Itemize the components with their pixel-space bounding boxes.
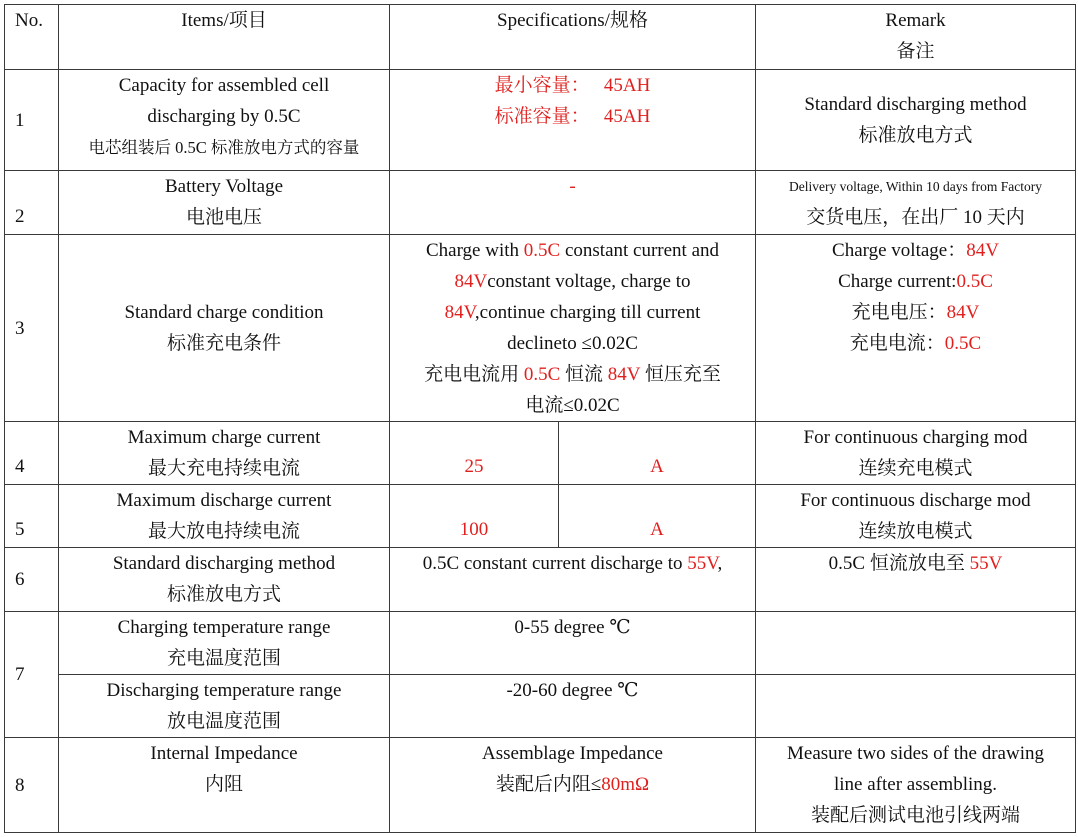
- spec-table: [4, 4, 1076, 833]
- item-cell: Standard charge condition 标准充电条件: [59, 235, 390, 422]
- spec-cell: -: [390, 171, 756, 235]
- item-cell: Standard discharging method 标准放电方式: [59, 548, 390, 612]
- remark-cell: For continuous charging mod 连续充电模式: [756, 422, 1076, 485]
- remark-cell: Charge voltage：84V Charge current:0.5C 充电电压：84V 充电电流：0.5C: [756, 235, 1076, 422]
- header-no: No.: [5, 5, 59, 70]
- spec-cell: Charge with 0.5C constant current and 84Vconstant voltage, charge to 84V,continue charging till current declineto ≤0.02C 充电电流用 0.5C 恒流 84V 恒压充至 电流≤0.02C: [390, 235, 756, 422]
- item-cell: Capacity for assembled cell discharging by 0.5C 电芯组装后 0.5C 标准放电方式的容量: [59, 70, 390, 171]
- table-row-2: [5, 171, 1076, 235]
- remark-cell: [756, 675, 1076, 738]
- row-number: 8: [5, 738, 59, 833]
- remark-cell: [756, 612, 1076, 675]
- row-number: 5: [5, 485, 59, 548]
- remark-cell: Standard discharging method 标准放电方式: [756, 70, 1076, 171]
- row-number: 4: [5, 422, 59, 485]
- unit-cell: A: [559, 422, 756, 485]
- value-cell: 100: [390, 485, 559, 548]
- table-row-7a: [5, 612, 1076, 675]
- table-row-8: [5, 738, 1076, 833]
- item-cell: Battery Voltage 电池电压: [59, 171, 390, 235]
- table-row-4: [5, 422, 1076, 485]
- table-row-5: [5, 485, 1076, 548]
- remark-cell: Delivery voltage, Within 10 days from Factory 交货电压，在出厂 10 天内: [756, 171, 1076, 235]
- header-specs: Specifications/规格: [390, 5, 756, 70]
- spec-cell: 0.5C constant current discharge to 55V,: [390, 548, 756, 612]
- item-cell: Internal Impedance 内阻: [59, 738, 390, 833]
- value-cell: 25: [390, 422, 559, 485]
- row-number: 2: [5, 171, 59, 235]
- spec-cell: 0-55 degree ℃: [390, 612, 756, 675]
- item-cell: Charging temperature range 充电温度范围: [59, 612, 390, 675]
- table-row-1: [5, 70, 1076, 171]
- row-number: 3: [5, 235, 59, 422]
- item-cell: Maximum charge current 最大充电持续电流: [59, 422, 390, 485]
- row-number: 1: [5, 70, 59, 171]
- item-cell: Maximum discharge current 最大放电持续电流: [59, 485, 390, 548]
- header-remark: Remark 备注: [756, 5, 1076, 70]
- row-number: 7: [5, 612, 59, 738]
- table-row-6: [5, 548, 1076, 612]
- remark-cell: For continuous discharge mod 连续放电模式: [756, 485, 1076, 548]
- spec-cell: Assemblage Impedance 装配后内阻≤80mΩ: [390, 738, 756, 833]
- remark-cell: 0.5C 恒流放电至 55V: [756, 548, 1076, 612]
- header-row: [5, 5, 1076, 70]
- row-number: 6: [5, 548, 59, 612]
- unit-cell: A: [559, 485, 756, 548]
- header-items: Items/项目: [59, 5, 390, 70]
- table-row-7b: [5, 675, 1076, 738]
- spec-cell: -20-60 degree ℃: [390, 675, 756, 738]
- remark-cell: Measure two sides of the drawing line after assembling. 装配后测试电池引线两端: [756, 738, 1076, 833]
- spec-cell: 最小容量： 45AH 标准容量： 45AH: [390, 70, 756, 171]
- item-cell: Discharging temperature range 放电温度范围: [59, 675, 390, 738]
- table-row-3: [5, 235, 1076, 422]
